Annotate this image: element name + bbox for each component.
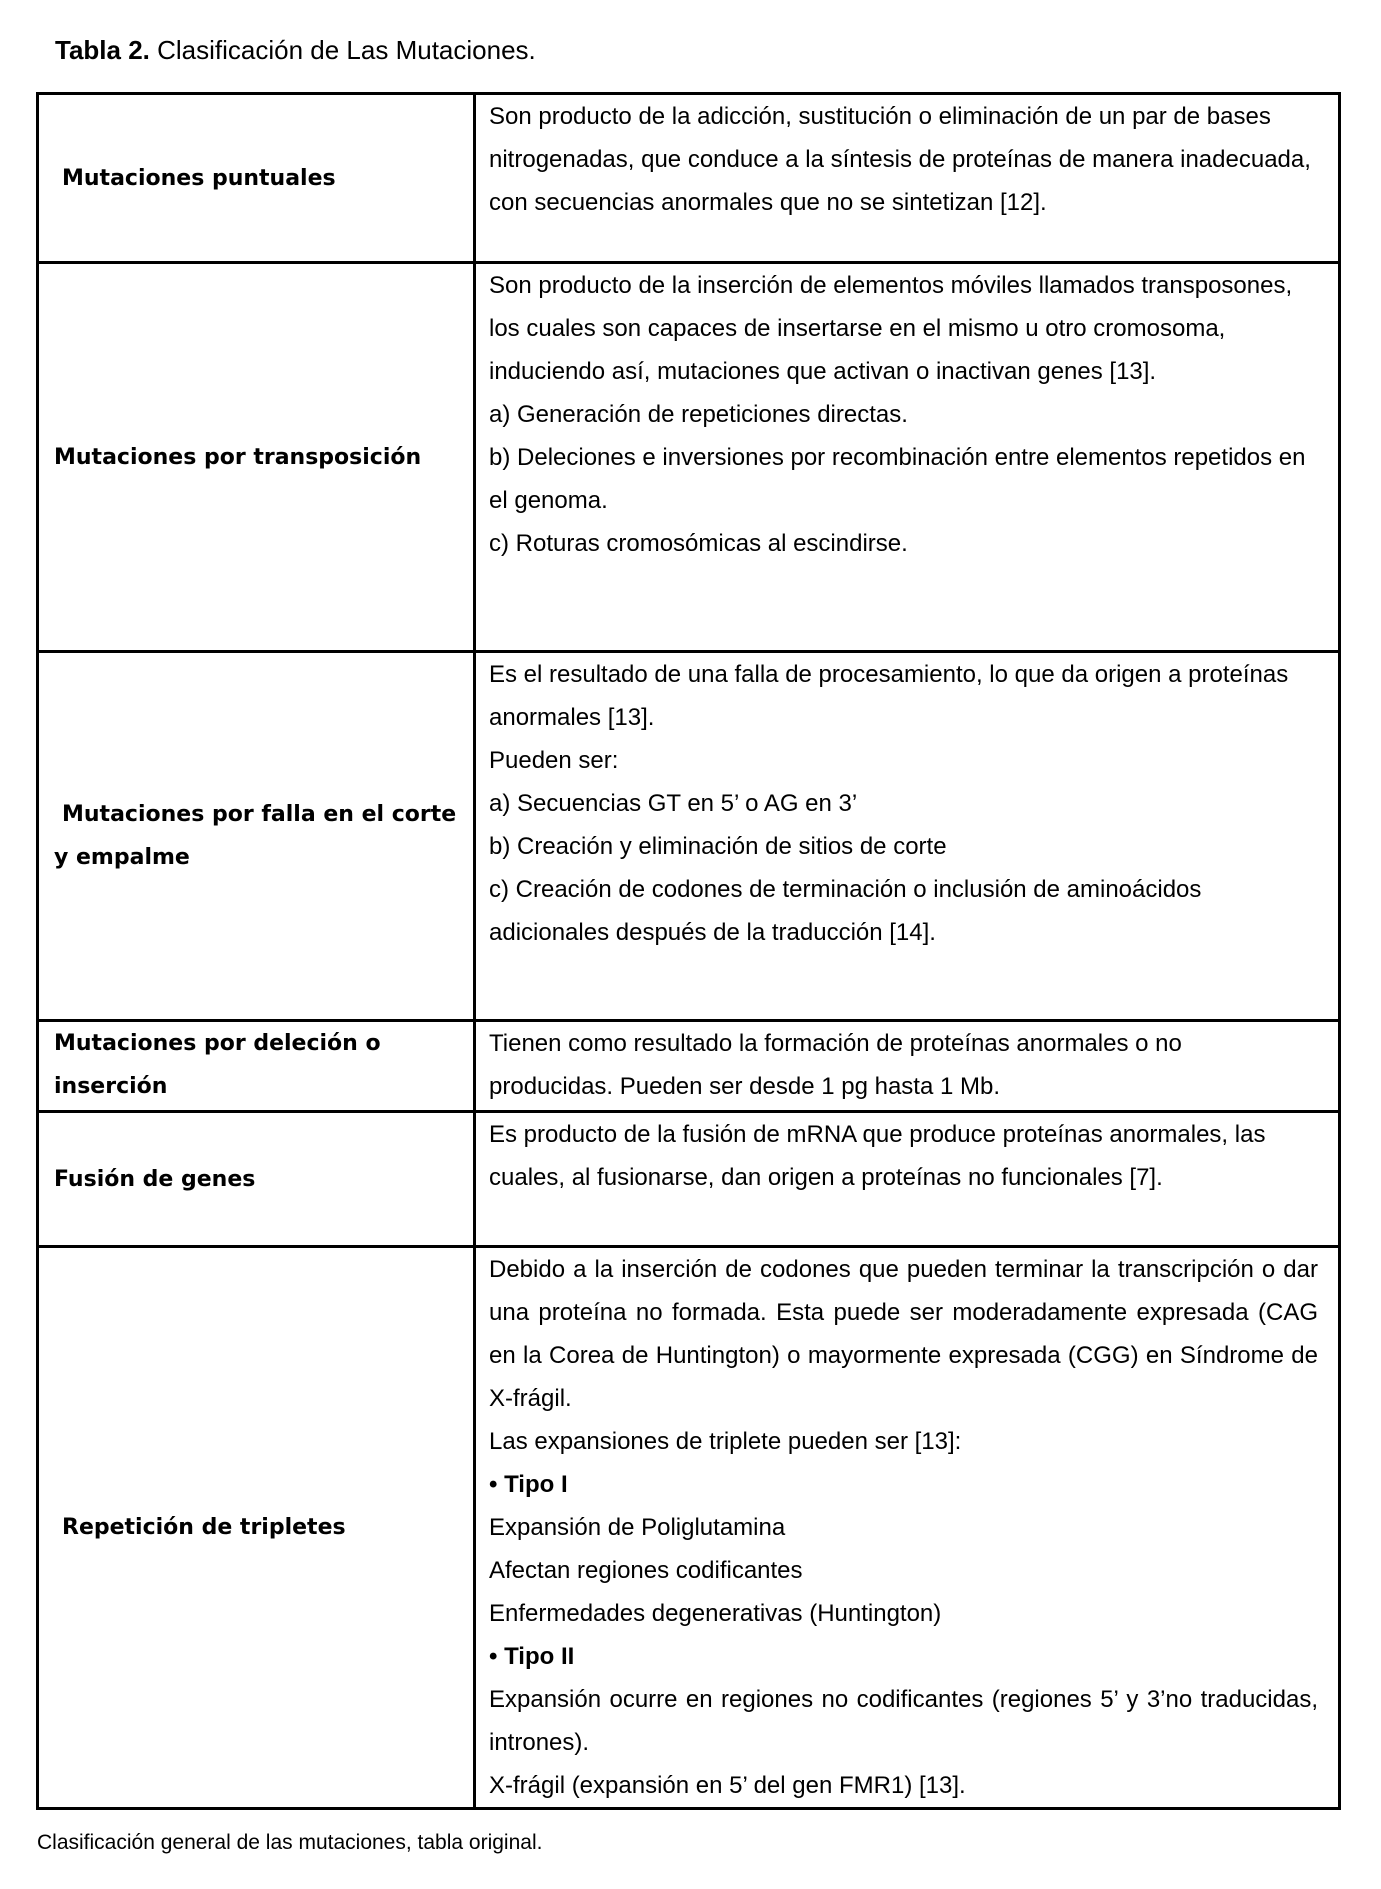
description-line: b) Creación y eliminación de sitios de corte bbox=[489, 833, 947, 860]
row-description-cell bbox=[475, 263, 1340, 652]
description-line: Es el resultado de una falla de procesamiento, lo que da origen a proteínas bbox=[489, 661, 1289, 688]
row-label-cell bbox=[38, 263, 475, 652]
description-line: producidas. Pueden ser desde 1 pg hasta 1 Mb. bbox=[489, 1073, 1001, 1100]
row-label: Mutaciones puntuales bbox=[62, 165, 336, 191]
description-line: anormales [13]. bbox=[489, 704, 655, 731]
description-line: Expansión ocurre en regiones no codificantes (regiones 5’ y 3’no traducidas, bbox=[489, 1686, 1318, 1713]
description-line: X-frágil (expansión en 5’ del gen FMR1) [13]. bbox=[489, 1772, 966, 1799]
description-line: nitrogenadas, que conduce a la síntesis de proteínas de manera inadecuada, bbox=[489, 146, 1311, 173]
description-line: Las expansiones de triplete pueden ser [13]: bbox=[489, 1428, 962, 1455]
description-line: Afectan regiones codificantes bbox=[489, 1557, 803, 1584]
row-label-cell bbox=[38, 94, 475, 263]
description-line: con secuencias anormales que no se sintetizan [12]. bbox=[489, 189, 1047, 216]
row-label-cell bbox=[38, 1247, 475, 1809]
description-line: induciendo así, mutaciones que activan o inactivan genes [13]. bbox=[489, 358, 1157, 385]
description-line: intrones). bbox=[489, 1729, 590, 1756]
type-heading: • Tipo I bbox=[489, 1471, 568, 1498]
row-description-cell bbox=[475, 1021, 1340, 1112]
table-row bbox=[38, 1021, 1340, 1112]
row-description-cell bbox=[475, 94, 1340, 263]
description-line: Tienen como resultado la formación de proteínas anormales o no bbox=[489, 1030, 1182, 1057]
description-line: una proteína no formada. Esta puede ser moderadamente expresada (CAG bbox=[489, 1299, 1318, 1326]
type-heading: • Tipo II bbox=[489, 1643, 575, 1670]
description-line: cuales, al fusionarse, dan origen a proteínas no funcionales [7]. bbox=[489, 1164, 1163, 1191]
description-line: Es producto de la fusión de mRNA que produce proteínas anormales, las bbox=[489, 1121, 1266, 1148]
row-description-cell bbox=[475, 1112, 1340, 1247]
description-line: Expansión de Poliglutamina bbox=[489, 1514, 786, 1541]
description-line: a) Generación de repeticiones directas. bbox=[489, 401, 908, 428]
row-label: Repetición de tripletes bbox=[62, 1515, 346, 1540]
row-label-line: inserción bbox=[54, 1074, 168, 1099]
table-title bbox=[55, 34, 536, 66]
row-label: Fusión de genes bbox=[54, 1166, 256, 1192]
description-line: c) Roturas cromosómicas al escindirse. bbox=[489, 530, 908, 557]
mutations-table bbox=[36, 92, 1341, 1810]
description-line: adicionales después de la traducción [14]. bbox=[489, 919, 936, 946]
table-row bbox=[38, 263, 1340, 652]
description-line: X-frágil. bbox=[489, 1385, 572, 1412]
table-caption: Clasificación general de las mutaciones, tabla original. bbox=[37, 1831, 543, 1854]
description-line: Pueden ser: bbox=[489, 747, 619, 774]
description-line: el genoma. bbox=[489, 487, 608, 514]
table-row bbox=[38, 94, 1340, 263]
description-line: a) Secuencias GT en 5’ o AG en 3’ bbox=[489, 790, 858, 817]
description-line: los cuales son capaces de insertarse en el mismo u otro cromosoma, bbox=[489, 315, 1226, 342]
row-label-cell bbox=[38, 1112, 475, 1247]
table-row bbox=[38, 1112, 1340, 1247]
row-label: Mutaciones por transposición bbox=[54, 444, 422, 470]
row-label-line: Mutaciones por falla en el corte bbox=[62, 802, 457, 827]
row-label-cell bbox=[38, 1021, 475, 1112]
description-line: en la Corea de Huntington) o mayormente expresada (CGG) en Síndrome de bbox=[489, 1342, 1318, 1369]
description-line: Debido a la inserción de codones que pueden terminar la transcripción o dar bbox=[489, 1256, 1318, 1283]
table-title-text: Clasificación de Las Mutaciones. bbox=[149, 35, 536, 65]
row-label-line: y empalme bbox=[54, 845, 190, 870]
row-label-line: Mutaciones por deleción o bbox=[54, 1031, 381, 1056]
row-label-cell bbox=[38, 652, 475, 1021]
description-line: Enfermedades degenerativas (Huntington) bbox=[489, 1600, 942, 1627]
row-description-cell bbox=[475, 652, 1340, 1021]
description-line: Son producto de la inserción de elementos móviles llamados transposones, bbox=[489, 272, 1293, 299]
table-title-number: Tabla 2. bbox=[55, 35, 150, 65]
description-line: b) Deleciones e inversiones por recombinación entre elementos repetidos en bbox=[489, 444, 1306, 471]
row-description-cell bbox=[475, 1247, 1340, 1809]
description-line: c) Creación de codones de terminación o inclusión de aminoácidos bbox=[489, 876, 1202, 903]
description-line: Son producto de la adicción, sustitución o eliminación de un par de bases bbox=[489, 103, 1271, 130]
table-row bbox=[38, 652, 1340, 1021]
table-row bbox=[38, 1247, 1340, 1809]
